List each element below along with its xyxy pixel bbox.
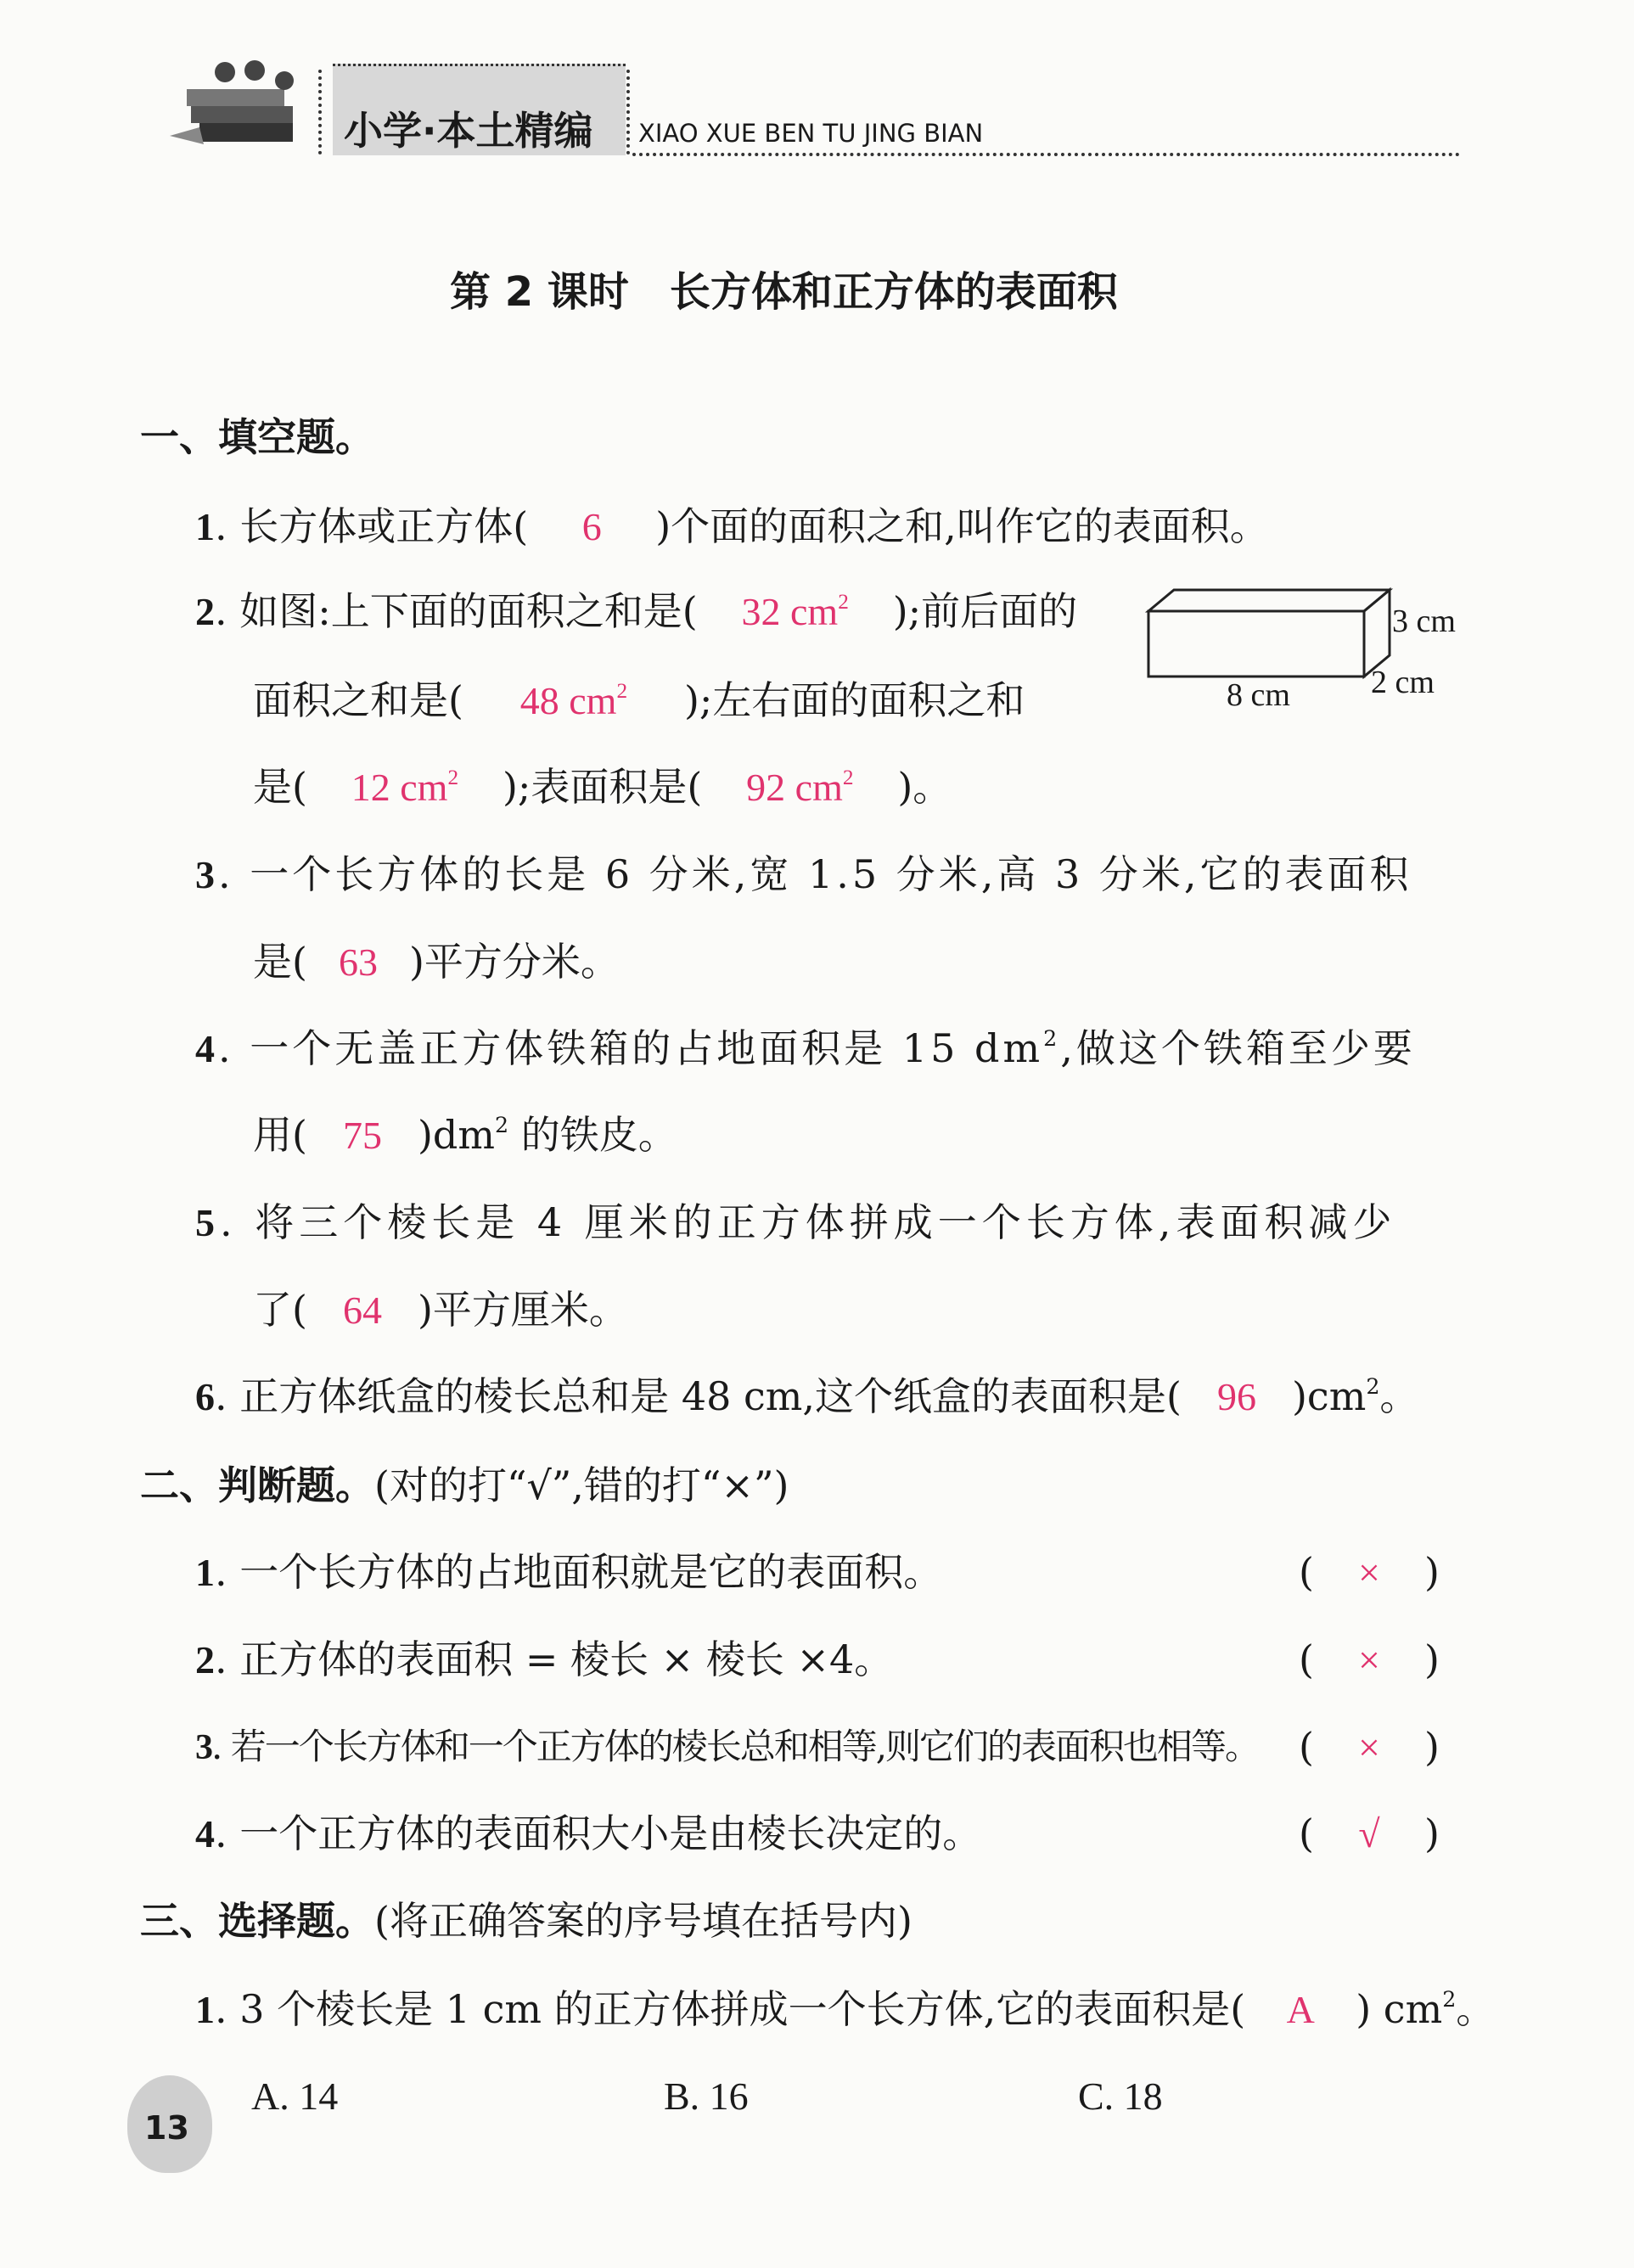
bracket-open: (: [1299, 1636, 1314, 1682]
q1-2-line2: [253, 675, 1025, 727]
q-text: 用(: [253, 1112, 307, 1158]
q-text: )。: [897, 764, 952, 810]
q1-1: 1. 长方体或正方体( 6 )个面的面积之和,叫作它的表面积。: [195, 501, 1269, 553]
q-text: 是(: [253, 939, 307, 985]
section3-heading-text: 三、选择题。: [140, 1898, 374, 1944]
judge-bracket-1: [1299, 1547, 1440, 1598]
q-text: 一个正方体的表面积大小是由棱长决定的。: [239, 1810, 982, 1856]
judge-item-4: 4. 一个正方体的表面积大小是由棱长决定的。: [195, 1810, 982, 1856]
header-divider-dots-2: [626, 70, 630, 154]
bracket-open: (: [1299, 1810, 1314, 1856]
section3-heading: [140, 1895, 912, 1946]
answer: 75: [342, 1114, 382, 1157]
choice-q1: 1. 3 个棱长是 1 cm 的正方体拼成一个长方体,它的表面积是( A ) $cm^2$。: [195, 1984, 1495, 2035]
q-number: 4: [195, 1027, 218, 1070]
q-number: 5: [195, 1201, 220, 1244]
figure-length-label: 8 cm: [1227, 677, 1290, 713]
q1-6: 6. 正方体纸盒的棱长总和是 48 cm,这个纸盒的表面积是( 96 )$cm^2$。: [195, 1371, 1418, 1423]
judge-bracket-3: [1299, 1721, 1440, 1773]
choice-option-b: B. 16: [664, 2074, 749, 2118]
q-number: 2: [195, 590, 215, 633]
page-number: 13: [144, 2109, 189, 2147]
answer: 6: [581, 505, 602, 548]
q-text: );表面积是(: [502, 764, 703, 810]
q-number: 1: [195, 505, 215, 548]
q-sup: 2: [1366, 1374, 1380, 1400]
q-text: 若一个长方体和一个正方体的棱长总和相等,则它们的表面积也相等。: [230, 1726, 1260, 1767]
bracket-close: ): [1423, 1636, 1440, 1682]
q-text: );左右面的面积之和: [683, 677, 1025, 723]
q-text: 面积之和是(: [253, 677, 463, 723]
q-number: 2: [195, 1638, 215, 1681]
q-text: 正方体的表面积 = 棱长 × 棱长 ×4。: [239, 1636, 894, 1682]
header-pinyin: XIAO XUE BEN TU JING BIAN: [638, 119, 984, 148]
section2-heading-text: 二、判断题。: [140, 1462, 374, 1508]
judge-item-1: 1. 一个长方体的占地面积就是它的表面积。: [195, 1549, 943, 1595]
q-text: ) cm: [1356, 1986, 1443, 2032]
q-text: 的铁皮。: [508, 1112, 677, 1158]
answer: ×: [1357, 1551, 1380, 1594]
answer: 96: [1216, 1375, 1256, 1418]
q-text: 一个长方体的占地面积就是它的表面积。: [239, 1549, 943, 1595]
answer: 64: [342, 1288, 382, 1332]
q-text: );前后面的: [892, 588, 1078, 634]
page-title: 第 2 课时 长方体和正方体的表面积: [450, 268, 1118, 316]
q1-2-line3: [253, 761, 952, 813]
bracket-close: ): [1423, 1724, 1440, 1770]
q1-3-line2: [253, 936, 620, 988]
q-number: 1: [195, 1551, 215, 1594]
q1-4-line2: [253, 1109, 677, 1161]
q-number: 3: [195, 1728, 211, 1767]
q-text: )cm: [1291, 1373, 1367, 1419]
q-number: 1: [195, 1988, 215, 2031]
section1-heading-text: 一、填空题。: [140, 414, 374, 460]
answer: 12 cm: [351, 766, 448, 809]
answer-sup: 2: [447, 766, 459, 790]
answer-sup: 2: [842, 766, 854, 790]
answer: 63: [338, 940, 378, 984]
bracket-open: (: [1299, 1549, 1314, 1595]
answer: ×: [1357, 1726, 1380, 1769]
answer-sup: 2: [838, 590, 849, 615]
q-text: 如图:上下面的面积之和是(: [239, 588, 698, 634]
figure-width-label: 2 cm: [1371, 665, 1435, 700]
answer: A: [1286, 1988, 1315, 2031]
answer-sup: 2: [616, 679, 628, 704]
section2-note: (对的打“√”,错的打“×”): [374, 1462, 789, 1508]
bracket-close: ): [1423, 1549, 1440, 1595]
q-text: )个面的面积之和,叫作它的表面积。: [655, 503, 1269, 549]
choice-option-a: A. 14: [251, 2074, 339, 2118]
bracket-close: ): [1423, 1810, 1440, 1856]
header-brand: 小学·本土精编: [344, 108, 593, 154]
q1-5-line1: 5. 将三个棱长是 4 厘米的正方体拼成一个长方体,表面积减少: [195, 1199, 1397, 1245]
q-text: )平方分米。: [408, 939, 620, 985]
answer: 92 cm: [746, 766, 843, 809]
judge-item-2: 2. 正方体的表面积 = 棱长 × 棱长 ×4。: [195, 1636, 894, 1682]
q-sup: 2: [494, 1113, 509, 1138]
q-number: 4: [195, 1812, 215, 1855]
section2-heading: [140, 1460, 789, 1511]
bracket-open: (: [1299, 1724, 1314, 1770]
choice-option-c: C. 18: [1078, 2074, 1163, 2118]
answer: ×: [1357, 1638, 1380, 1681]
judge-bracket-2: [1299, 1634, 1440, 1686]
q1-4-line1: 4. 一个无盖正方体铁箱的占地面积是 15 $dm^2$,做这个铁箱至少要: [195, 1025, 1416, 1071]
answer: √: [1358, 1812, 1380, 1855]
q-text: 。: [1456, 1986, 1496, 2032]
q-text: 了(: [253, 1287, 307, 1333]
header-rule: [632, 153, 1460, 156]
judge-bracket-4: [1299, 1808, 1440, 1860]
q-sup: 2: [1043, 1026, 1061, 1052]
q-text: 将三个棱长是 4 厘米的正方体拼成一个长方体,表面积减少: [255, 1199, 1397, 1245]
q-text: ,做这个铁箱至少要: [1060, 1025, 1416, 1071]
q-text: 正方体纸盒的棱长总和是 48 cm,这个纸盒的表面积是(: [239, 1373, 1182, 1419]
q-text: 长方体或正方体(: [239, 503, 529, 549]
section3-note: (将正确答案的序号填在括号内): [374, 1898, 912, 1944]
q-text: 是(: [253, 764, 307, 810]
q1-5-line2: [253, 1284, 628, 1336]
answer: 32 cm: [741, 590, 839, 633]
q-text: 一个无盖正方体铁箱的占地面积是 15 dm: [250, 1025, 1044, 1071]
q-number: 3: [195, 853, 218, 896]
q1-3-line1: 3. 一个长方体的长是 6 分米,宽 1.5 分米,高 3 分米,它的表面积: [195, 851, 1412, 897]
section1-heading: [140, 412, 374, 463]
answer: 48 cm: [519, 679, 617, 722]
q-number: 6: [195, 1375, 215, 1418]
header-divider-dots: [318, 70, 322, 154]
judge-item-3: 3. 若一个长方体和一个正方体的棱长总和相等,则它们的表面积也相等。: [195, 1726, 1260, 1767]
q-sup: 2: [1442, 1987, 1457, 2013]
q-text: 3 个棱长是 1 cm 的正方体拼成一个长方体,它的表面积是(: [239, 1986, 1246, 2032]
header-illustration: [166, 47, 318, 157]
q1-2-line1: 2. 如图:上下面的面积之和是( 32 $cm^2$ );前后面的: [195, 588, 1078, 634]
figure-height-label: 3 cm: [1392, 603, 1456, 639]
q-text: 。: [1379, 1373, 1419, 1419]
q-text: )dm: [417, 1112, 495, 1158]
q-text: 一个长方体的长是 6 分米,宽 1.5 分米,高 3 分米,它的表面积: [250, 851, 1412, 897]
q-text: )平方厘米。: [417, 1287, 628, 1333]
